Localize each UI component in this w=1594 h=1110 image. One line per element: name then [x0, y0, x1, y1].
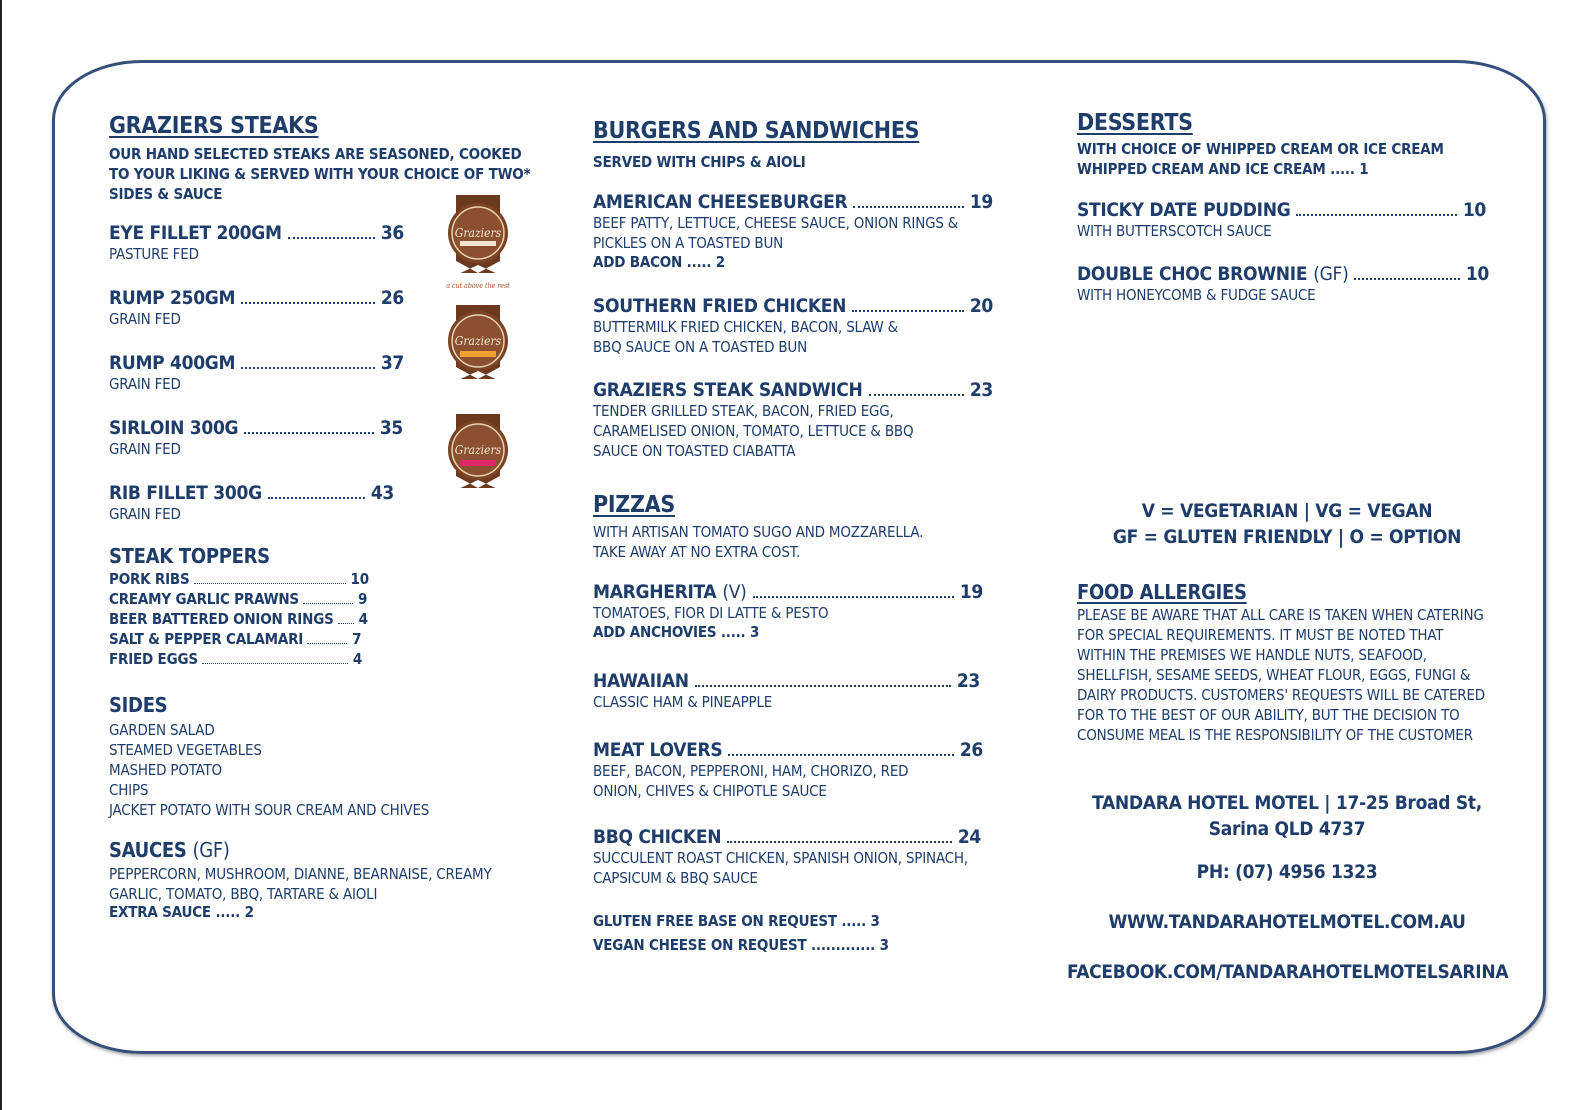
- facebook-link[interactable]: FACEBOOK.COM/TANDARAHOTELMOTELSARINA: [1067, 961, 1509, 983]
- item-name: SIRLOIN 300G: [109, 417, 239, 439]
- leader-dots: [852, 310, 964, 312]
- item-price: 20: [969, 295, 993, 317]
- leader-dots: [288, 237, 375, 239]
- desserts-intro: [1077, 139, 1444, 179]
- contact-phone: PH: (07) 4956 1323: [1196, 861, 1378, 883]
- side-item: CHIPS: [109, 781, 149, 799]
- item-name: BEER BATTERED ONION RINGS: [109, 610, 334, 628]
- note-leader: .....: [841, 912, 867, 930]
- allergies-title: FOOD ALLERGIES: [1077, 580, 1247, 604]
- item-desc: GRAIN FED: [109, 310, 181, 328]
- item-price: 37: [380, 352, 404, 374]
- item-tag: (V): [722, 581, 747, 603]
- item-price: 10: [1462, 199, 1486, 221]
- badge-brand-text: Graziers: [454, 443, 502, 457]
- item-name: EYE FILLET 200GM: [109, 222, 282, 244]
- item-name: MARGHERITA: [593, 581, 717, 603]
- address-line: Sarina QLD 4737: [1208, 818, 1366, 840]
- badge-tagline-text: a cut above the rest: [446, 282, 510, 290]
- desserts-intro-line: WITH CHOICE OF WHIPPED CREAM OR ICE CREAM: [1077, 140, 1444, 158]
- note-price: 3: [879, 936, 889, 954]
- item-price: 24: [957, 826, 981, 848]
- item-name: BBQ CHICKEN: [593, 826, 722, 848]
- item-price: 23: [956, 670, 980, 692]
- contact-address: [1067, 790, 1507, 842]
- item-price: 19: [959, 581, 983, 603]
- pizza-item: [593, 739, 983, 801]
- page-edge: [0, 0, 2, 1110]
- item-price: 7: [352, 630, 362, 648]
- burger-item: [593, 191, 993, 271]
- pizzas-intro: WITH ARTISAN TOMATO SUGO AND MOZZARELLA. TAKE AWAY AT NO EXTRA COST.: [593, 523, 924, 561]
- graziers-badge-graphic: [446, 195, 510, 290]
- pizza-item: [593, 826, 981, 888]
- leader-dots: [241, 302, 375, 304]
- leader-dots: [303, 603, 353, 604]
- item-name: RUMP 400GM: [109, 352, 236, 374]
- item-desc: SUCCULENT ROAST CHICKEN, SPANISH ONION, SPINACH, CAPSICUM & BBQ SAUCE: [593, 849, 968, 887]
- item-desc: BEEF, BACON, PEPPERONI, HAM, CHORIZO, RED ONION, CHIVES & CHIPOTLE SAUCE: [593, 762, 909, 800]
- burgers-title: BURGERS AND SANDWICHES: [593, 118, 920, 144]
- leader-dots: [853, 206, 964, 208]
- dessert-item: [1077, 263, 1489, 305]
- pizza-note: [593, 936, 889, 954]
- item-extra: ADD ANCHOVIES ..... 3: [593, 623, 760, 641]
- item-price: 26: [380, 287, 404, 309]
- pizza-item: [593, 670, 980, 712]
- item-tag: (GF): [1313, 263, 1349, 285]
- steaks-title: GRAZIERS STEAKS: [109, 113, 319, 139]
- topper-item: [109, 590, 369, 610]
- leader-dots: [244, 432, 374, 434]
- topper-item: [109, 610, 369, 630]
- item-desc: PASTURE FED: [109, 245, 199, 263]
- item-name: GRAZIERS STEAK SANDWICH: [593, 379, 863, 401]
- address-line: TANDARA HOTEL MOTEL | 17-25 Broad St,: [1092, 792, 1482, 814]
- pizza-item: [593, 581, 983, 641]
- side-item: STEAMED VEGETABLES: [109, 741, 262, 759]
- sides-title: SIDES: [109, 693, 168, 717]
- leader-dots: [1354, 278, 1459, 280]
- item-desc: GRAIN FED: [109, 375, 181, 393]
- item-desc: GRAIN FED: [109, 505, 181, 523]
- steak-item: [109, 417, 403, 459]
- item-name: CREAMY GARLIC PRAWNS: [109, 590, 299, 608]
- leader-dots: [753, 596, 954, 598]
- steak-item: [109, 222, 404, 264]
- burgers-intro: SERVED WITH CHIPS & AIOLI: [593, 153, 806, 171]
- item-desc: WITH HONEYCOMB & FUDGE SAUCE: [1077, 286, 1316, 304]
- item-price: 36: [380, 222, 404, 244]
- dessert-item: [1077, 199, 1486, 241]
- item-name: HAWAIIAN: [593, 670, 689, 692]
- item-desc: CLASSIC HAM & PINEAPPLE: [593, 693, 773, 711]
- desserts-title: DESSERTS: [1077, 110, 1193, 136]
- item-price: 26: [959, 739, 983, 761]
- steak-item: [109, 287, 404, 329]
- item-desc: BEEF PATTY, LETTUCE, CHEESE SAUCE, ONION RINGS & PICKLES ON A TOASTED BUN: [593, 214, 959, 252]
- leader-dots: [338, 623, 354, 624]
- graziers-badge: [446, 195, 510, 290]
- leader-dots: [268, 497, 365, 499]
- item-name: STICKY DATE PUDDING: [1077, 199, 1291, 221]
- item-name: FRIED EGGS: [109, 650, 198, 668]
- item-name: SOUTHERN FRIED CHICKEN: [593, 295, 847, 317]
- note-name: VEGAN CHEESE ON REQUEST: [593, 936, 807, 954]
- burger-item: [593, 379, 993, 461]
- website-link[interactable]: WWW.TANDARAHOTELMOTEL.COM.AU: [1108, 911, 1466, 933]
- item-desc: WITH BUTTERSCOTCH SAUCE: [1077, 222, 1272, 240]
- item-name: PORK RIBS: [109, 570, 190, 588]
- topper-item: [109, 650, 369, 670]
- steak-item: [109, 482, 394, 524]
- note-price: 3: [870, 912, 880, 930]
- legend-line: V = VEGETARIAN | VG = VEGAN: [1141, 500, 1433, 522]
- leader-dots: [241, 367, 375, 369]
- leader-dots: [307, 643, 347, 644]
- desserts-intro-line: WHIPPED CREAM AND ICE CREAM ..... 1: [1077, 160, 1369, 178]
- item-name: RUMP 250GM: [109, 287, 236, 309]
- steak-item: [109, 352, 404, 394]
- item-desc: TENDER GRILLED STEAK, BACON, FRIED EGG, CARAMELISED ONION, TOMATO, LETTUCE & BBQ SAUCE ON TOASTED CIABATTA: [593, 402, 914, 460]
- burger-item: [593, 295, 993, 357]
- allergies-text: PLEASE BE AWARE THAT ALL CARE IS TAKEN WHEN CATERING FOR SPECIAL REQUIREMENTS. IT MUST BE NOTED THAT WITHIN THE PREMISES WE HANDLE NUTS, SEAFOOD, SHELLFISH, SESAME SEEDS, WHEAT FLOUR, EGGS, FUNGI & DAIRY PRODUCTS. CUSTOMERS' REQUESTS WILL BE CATERED FOR TO THE BEST OF OUR ABILITY, BUT THE DECISION TO CONSUME MEAL IS THE RESPONSIBILITY OF THE CUSTOMER: [1077, 606, 1485, 744]
- note-leader: .............: [811, 936, 876, 954]
- badge-brand-text: Graziers: [454, 334, 502, 348]
- toppers-title: STEAK TOPPERS: [109, 544, 270, 568]
- pizzas-title: PIZZAS: [593, 492, 675, 518]
- item-desc: GRAIN FED: [109, 440, 181, 458]
- item-price: 35: [379, 417, 403, 439]
- side-item: GARDEN SALAD: [109, 721, 215, 739]
- item-desc: TOMATOES, FIOR DI LATTE & PESTO: [593, 604, 829, 622]
- sauces-title: SAUCES: [109, 838, 187, 862]
- item-name: SALT & PEPPER CALAMARI: [109, 630, 304, 648]
- item-name: AMERICAN CHEESEBURGER: [593, 191, 848, 213]
- graziers-badge-graphic: [446, 305, 510, 385]
- item-desc: BUTTERMILK FRIED CHICKEN, BACON, SLAW & BBQ SAUCE ON A TOASTED BUN: [593, 318, 898, 356]
- item-name: RIB FILLET 300G: [109, 482, 262, 504]
- graziers-badge: [446, 305, 510, 385]
- topper-item: [109, 630, 369, 650]
- item-extra: ADD BACON ..... 2: [593, 253, 725, 271]
- badge-brand-text: Graziers: [454, 226, 502, 240]
- item-price: 10: [1465, 263, 1489, 285]
- item-price: 43: [370, 482, 394, 504]
- item-price: 4: [352, 650, 363, 668]
- graziers-badge: [446, 414, 510, 494]
- toppers-list: [109, 570, 369, 670]
- item-price: 4: [358, 610, 368, 628]
- item-name: DOUBLE CHOC BROWNIE: [1077, 263, 1308, 285]
- note-name: GLUTEN FREE BASE ON REQUEST: [593, 912, 837, 930]
- item-name: MEAT LOVERS: [593, 739, 723, 761]
- dietary-legend: [1067, 498, 1507, 550]
- leader-dots: [728, 754, 953, 756]
- leader-dots: [202, 663, 348, 664]
- sides-list: [109, 720, 429, 820]
- leader-dots: [1296, 214, 1456, 216]
- sauces-heading: [109, 838, 230, 862]
- leader-dots: [869, 394, 964, 396]
- steaks-intro: OUR HAND SELECTED STEAKS ARE SEASONED, COOKED TO YOUR LIKING & SERVED WITH YOUR CHOICE OF TWO* SIDES & SAUCE: [109, 145, 531, 203]
- legend-line: GF = GLUTEN FRIENDLY | O = OPTION: [1112, 526, 1462, 548]
- pizza-note: [593, 912, 880, 930]
- side-item: JACKET POTATO WITH SOUR CREAM AND CHIVES: [109, 801, 430, 819]
- topper-item: [109, 570, 369, 590]
- sauces-tag: (GF): [192, 838, 230, 862]
- side-item: MASHED POTATO: [109, 761, 222, 779]
- sauces-desc: PEPPERCORN, MUSHROOM, DIANNE, BEARNAISE, CREAMY GARLIC, TOMATO, BBQ, TARTARE & AIOLI: [109, 865, 492, 903]
- leader-dots: [727, 841, 952, 843]
- item-price: 9: [357, 590, 368, 608]
- leader-dots: [695, 685, 951, 687]
- item-price: 23: [969, 379, 993, 401]
- item-price: 19: [969, 191, 993, 213]
- sauces-extra: EXTRA SAUCE ..... 2: [109, 903, 254, 921]
- item-price: 10: [350, 570, 369, 588]
- leader-dots: [194, 583, 346, 584]
- graziers-badge-graphic: [446, 414, 510, 494]
